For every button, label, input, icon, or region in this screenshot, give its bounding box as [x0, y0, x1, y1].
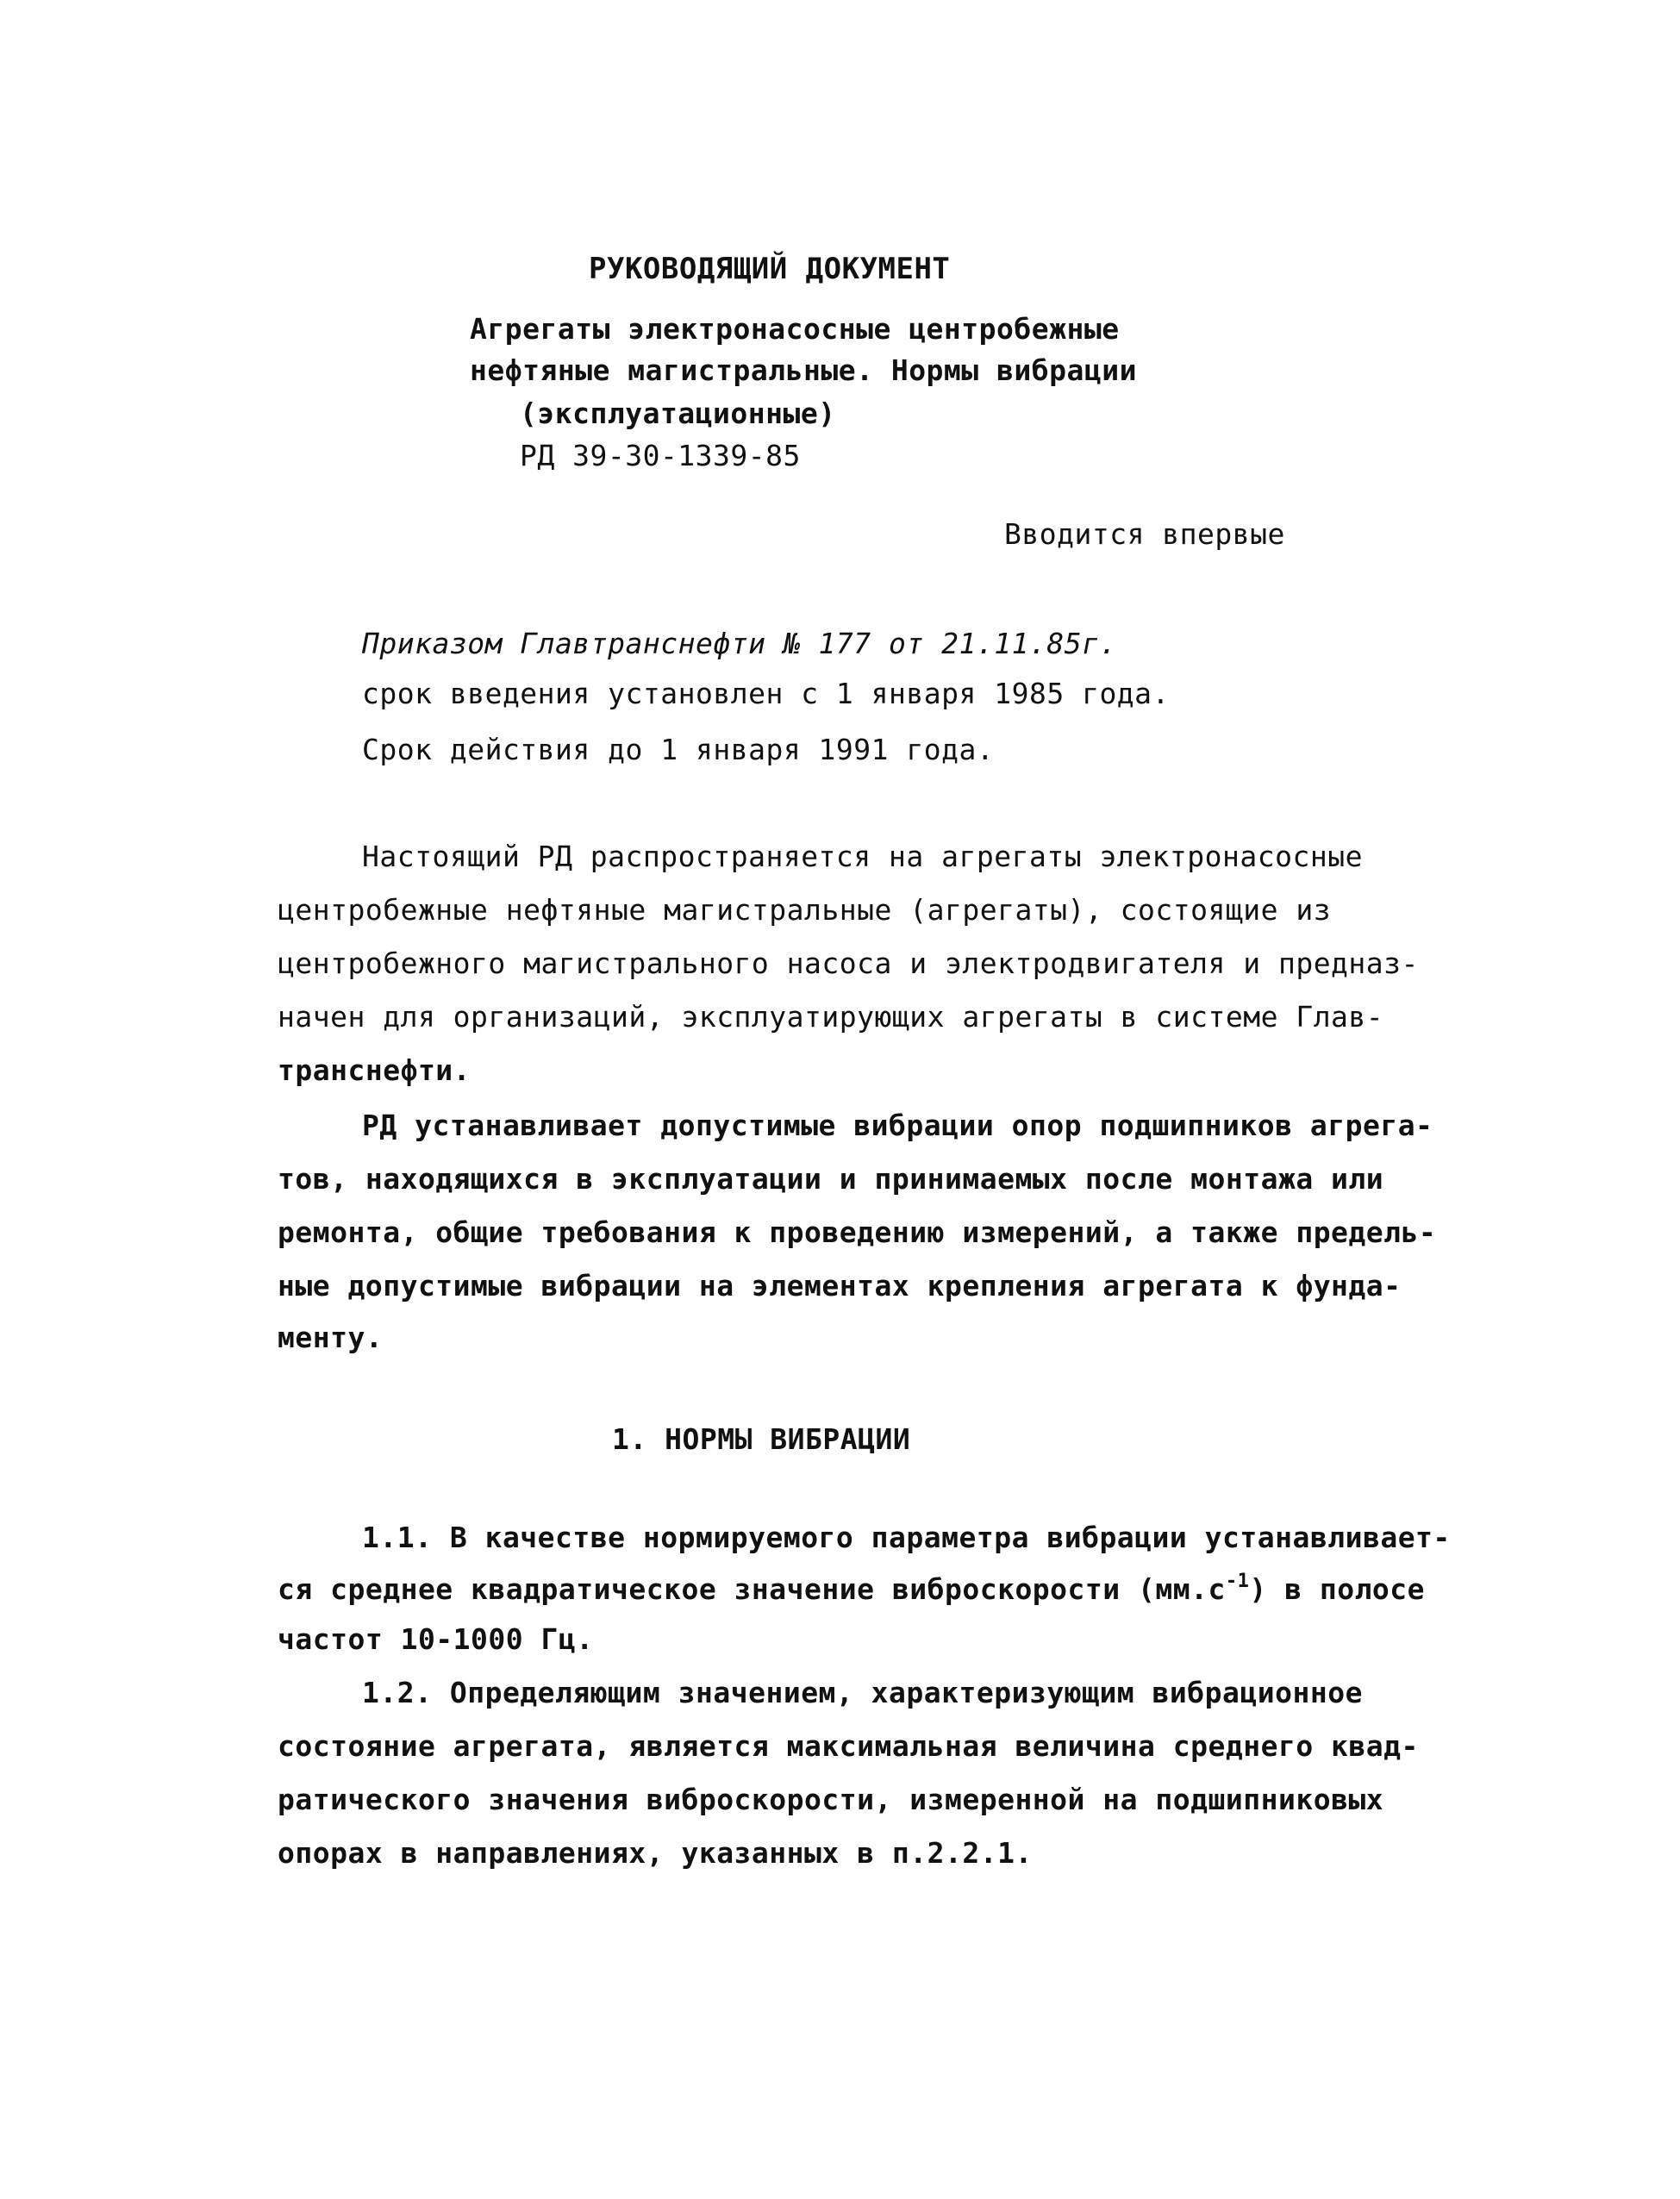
requirements-paragraph-line-1: РД устанавливает допустимые вибрации опор подшипников агрега-: [362, 1109, 1433, 1142]
document-title-line-2: нефтяные магистральные. Нормы вибрации: [470, 353, 1137, 387]
scope-paragraph-line-5: транснефти.: [278, 1053, 472, 1087]
order-line-3: Срок действия до 1 января 1991 года.: [362, 733, 995, 766]
section-1-heading: 1. НОРМЫ ВИБРАЦИИ: [612, 1422, 911, 1456]
document-type-heading: РУКОВОДЯЩИЙ ДОКУМЕНТ: [589, 252, 951, 286]
order-line-2: срок введения установлен с 1 января 1985 года.: [362, 677, 1170, 710]
clause-1-1-line-3: частот 10-1000 Гц.: [278, 1622, 594, 1656]
clause-1-1-exponent: -1: [1225, 1571, 1250, 1592]
scope-paragraph-line-1: Настоящий РД распространяется на агрегаты электронасосные: [362, 840, 1363, 873]
scope-paragraph-line-3: центробежного магистрального насоса и электродвигателя и предназ-: [278, 946, 1419, 980]
document-number: РД 39-30-1339-85: [520, 439, 801, 472]
requirements-paragraph-line-2: тов, находящихся в эксплуатации и принимаемых после монтажа или: [278, 1162, 1384, 1196]
clause-1-1-line-2-end: ) в полосе: [1249, 1572, 1426, 1606]
clause-1-2-line-3: ратического значения виброскорости, измеренной на подшипниковых: [278, 1783, 1384, 1816]
document-title-line-3: (эксплуатационные): [520, 397, 836, 430]
clause-1-2-line-4: опорах в направлениях, указанных в п.2.2.1.: [278, 1836, 1033, 1870]
requirements-paragraph-line-4: ные допустимые вибрации на элементах крепления агрегата к фунда-: [278, 1269, 1402, 1303]
introduction-status: Вводится впервые: [1004, 517, 1285, 551]
document-title-line-1: Агрегаты электронасосные центробежные: [470, 312, 1120, 346]
order-line-1: Приказом Главтранснефти № 177 от 21.11.85г.: [362, 627, 1117, 660]
scope-paragraph-line-4: начен для организаций, эксплуатирующих агрегаты в системе Глав-: [278, 1000, 1384, 1034]
clause-1-2-line-1: 1.2. Определяющим значением, характеризующим вибрационное: [362, 1676, 1363, 1709]
requirements-paragraph-line-5: менту.: [278, 1321, 384, 1354]
clause-1-1-line-1: 1.1. В качестве нормируемого параметра вибрации устанавливает-: [362, 1521, 1451, 1554]
clause-1-2-line-2: состояние агрегата, является максимальная величина среднего квад-: [278, 1729, 1419, 1763]
scope-paragraph-line-2: центробежные нефтяные магистральные (агрегаты), состоящие из: [278, 893, 1332, 927]
clause-1-1-line-2: [278, 1571, 1425, 1609]
clause-1-1-line-2-text: ся среднее квадратическое значение виброскорости (мм.с: [278, 1572, 1226, 1606]
requirements-paragraph-line-3: ремонта, общие требования к проведению измерений, а также предель-: [278, 1215, 1437, 1249]
